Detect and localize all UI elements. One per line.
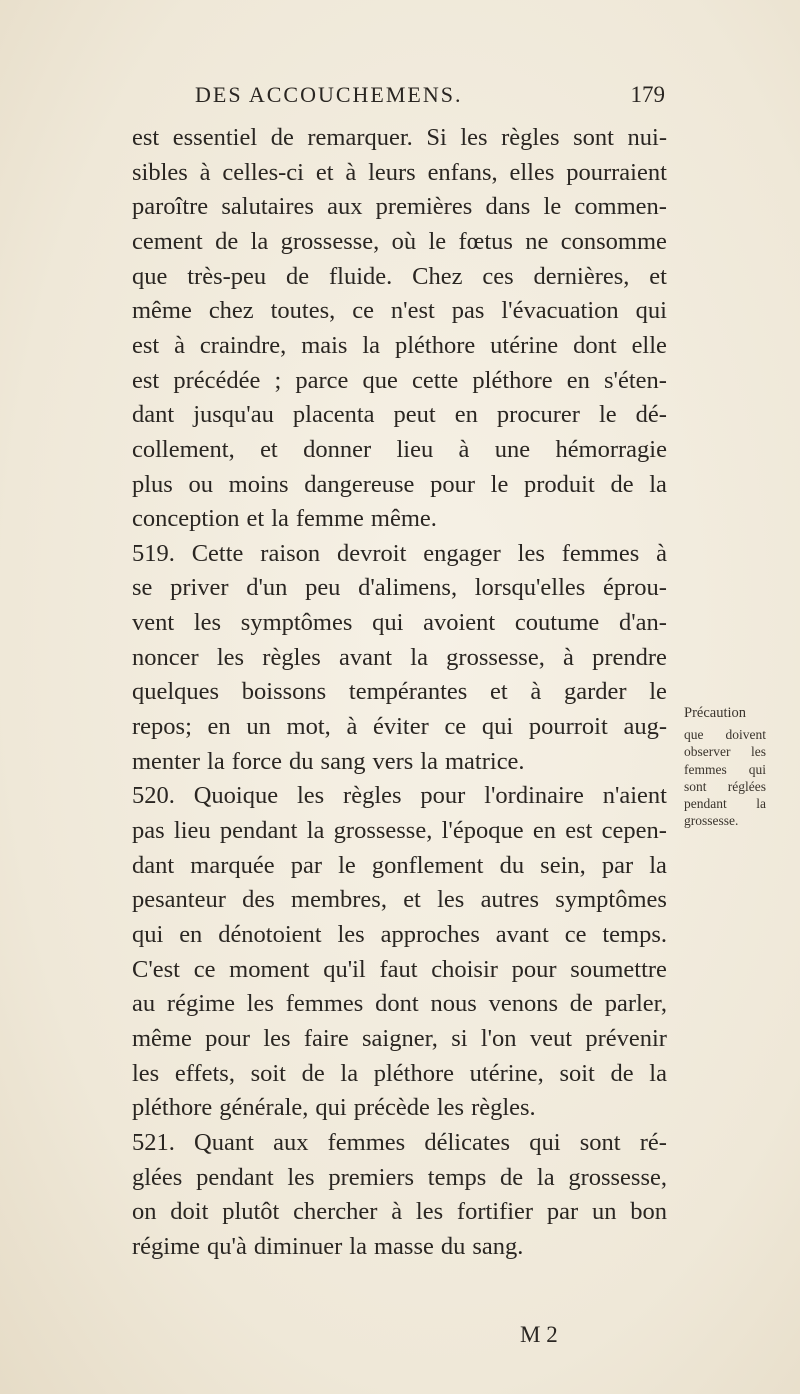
text-line: plus ou moins dangereuse pour le produit de la xyxy=(132,470,667,498)
text-line: vent les symptômes qui avoient coutume d'an- xyxy=(132,609,667,637)
text-line: qui en dénotoient les approches avant ce temps. xyxy=(132,920,667,948)
text-line: même chez toutes, ce n'est pas l'évacuation qui xyxy=(132,297,667,325)
text-line: quelques boissons tempérantes et à garder le xyxy=(132,678,667,706)
text-line: au régime les femmes dont nous venons de parler, xyxy=(132,990,667,1018)
margin-note-line: sont réglées xyxy=(684,778,766,794)
text-line: 519. Cette raison devroit engager les femmes à xyxy=(132,539,667,567)
text-line: cement de la grossesse, où le fœtus ne consomme xyxy=(132,227,667,255)
text-line: paroître salutaires aux premières dans le commen- xyxy=(132,193,667,221)
margin-note-line: grossesse. xyxy=(684,813,739,829)
text-line: pléthore générale, qui précède les règles. xyxy=(132,1094,536,1122)
text-line: sibles à celles-ci et à leurs enfans, elles pourraient xyxy=(132,158,667,186)
text-line: conception et la femme même. xyxy=(132,505,437,533)
running-title: DES ACCOUCHEMENS. xyxy=(195,82,463,107)
page-header xyxy=(195,82,665,114)
page-number: 179 xyxy=(630,82,665,107)
text-line: est essentiel de remarquer. Si les règles sont nui- xyxy=(132,124,667,151)
text-line: est à craindre, mais la pléthore utérine dont elle xyxy=(132,331,667,359)
text-line: même pour les faire saigner, si l'on veut prévenir xyxy=(132,1024,667,1052)
signature-mark: M 2 xyxy=(520,1322,558,1347)
text-line: régime qu'à diminuer la masse du sang. xyxy=(132,1232,524,1260)
text-line: noncer les règles avant la grossesse, à prendre xyxy=(132,643,667,671)
text-line: C'est ce moment qu'il faut choisir pour soumettre xyxy=(132,955,667,983)
text-line: les effets, soit de la pléthore utérine, soit de la xyxy=(132,1059,667,1087)
text-line: dant marquée par le gonflement du sein, par la xyxy=(132,851,667,879)
text-line: on doit plutôt chercher à les fortifier par un bon xyxy=(132,1198,667,1226)
text-line: se priver d'un peu d'alimens, lorsqu'elles éprou- xyxy=(132,574,667,602)
text-line: est précédée ; parce que cette pléthore en s'éten- xyxy=(132,366,667,394)
text-line: pesanteur des membres, et les autres symptômes xyxy=(132,886,667,914)
text-line: glées pendant les premiers temps de la grossesse, xyxy=(132,1163,667,1191)
margin-note-line: femmes qui xyxy=(684,761,766,777)
text-line: dant jusqu'au placenta peut en procurer le dé- xyxy=(132,401,667,429)
text-line: menter la force du sang vers la matrice. xyxy=(132,747,525,775)
text-line: collement, et donner lieu à une hémorragie xyxy=(132,435,667,463)
text-line: que très-peu de fluide. Chez ces dernières, et xyxy=(132,262,667,290)
margin-note-line: que doivent xyxy=(684,727,766,743)
text-line: pas lieu pendant la grossesse, l'époque en est cepen- xyxy=(132,817,667,844)
margin-note-line: Précaution xyxy=(684,705,747,721)
margin-note-line: observer les xyxy=(684,744,766,760)
text-line: 520. Quoique les règles pour l'ordinaire n'aient xyxy=(132,782,667,810)
margin-note-line: pendant la xyxy=(684,796,766,811)
text-line: 521. Quant aux femmes délicates qui sont ré- xyxy=(132,1128,667,1156)
text-line: repos; en un mot, à éviter ce qui pourroit aug- xyxy=(132,713,667,741)
